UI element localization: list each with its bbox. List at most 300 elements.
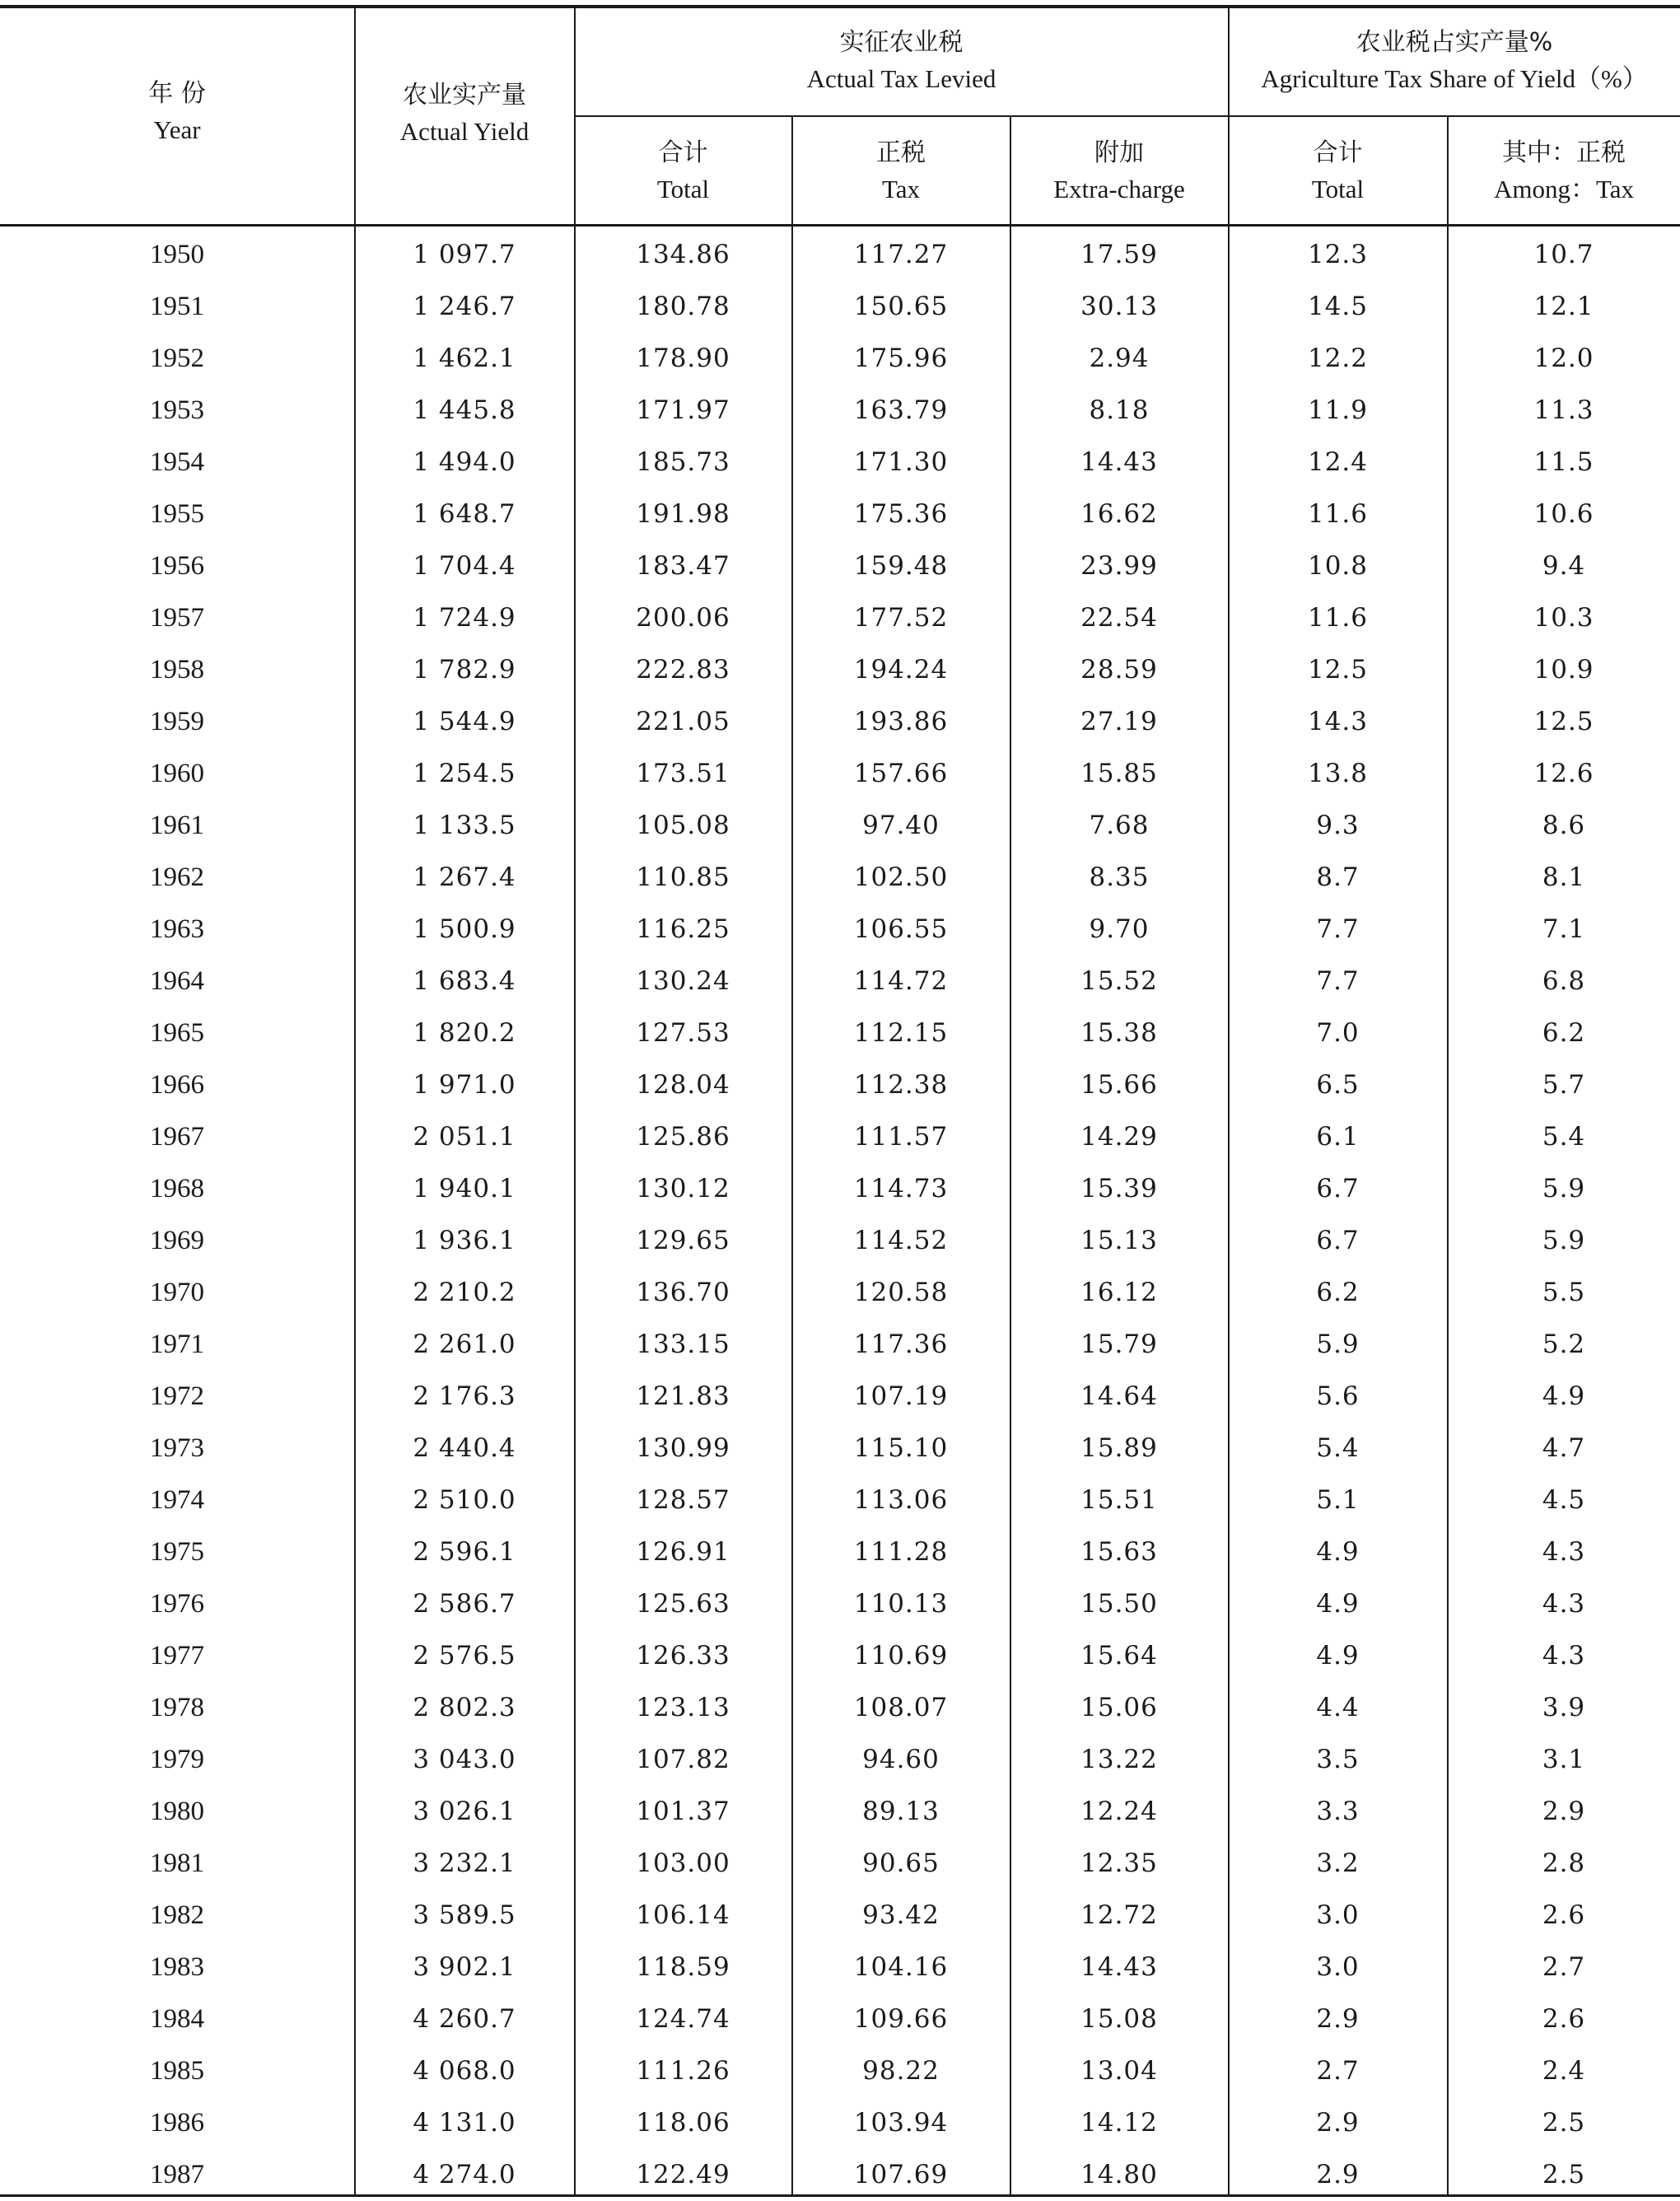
- cell-levied-tax: 150.65: [853, 292, 949, 321]
- cell-levied-tax: 113.06: [853, 1485, 949, 1515]
- cell-share-total: 5.4: [1316, 1433, 1360, 1463]
- cell-share-tax: 11.5: [1533, 447, 1594, 477]
- cell-share-total: 4.9: [1316, 1641, 1360, 1671]
- cell-actual-yield: 2 210.2: [413, 1278, 516, 1307]
- table-row: [0, 488, 1680, 540]
- cell-share-tax: 6.2: [1542, 1018, 1586, 1048]
- cell-year: 1955: [150, 499, 204, 529]
- cell-share-total: 5.9: [1316, 1329, 1360, 1359]
- table-row: [0, 1630, 1680, 1682]
- cell-share-tax: 7.1: [1542, 914, 1586, 944]
- cell-levied-tax: 114.52: [853, 1226, 949, 1255]
- header-levied-extra: [1010, 135, 1228, 208]
- cell-share-total: 12.5: [1307, 655, 1369, 685]
- table-row: [0, 1423, 1680, 1474]
- cell-levied-total: 130.12: [636, 1174, 730, 1203]
- cell-year: 1975: [150, 1537, 204, 1567]
- cell-actual-yield: 3 232.1: [413, 1848, 516, 1878]
- table-row: [0, 748, 1680, 800]
- cell-share-tax: 12.0: [1533, 343, 1594, 373]
- cell-levied-total: 103.00: [636, 1848, 730, 1878]
- cell-share-tax: 12.1: [1533, 292, 1594, 321]
- cell-share-total: 7.7: [1316, 914, 1360, 944]
- cell-share-tax: 4.3: [1542, 1589, 1586, 1619]
- cell-share-tax: 12.6: [1533, 759, 1594, 788]
- table-row: [0, 229, 1680, 281]
- cell-levied-extra: 13.04: [1080, 2056, 1158, 2086]
- table-row: [0, 1578, 1680, 1630]
- table-row: [0, 1007, 1680, 1059]
- cell-actual-yield: 4 274.0: [413, 2160, 516, 2189]
- cell-levied-tax: 114.73: [853, 1174, 949, 1203]
- table-row: [0, 1371, 1680, 1423]
- cell-actual-yield: 2 576.5: [413, 1641, 516, 1671]
- table-row: [0, 1267, 1680, 1319]
- cell-levied-tax: 109.66: [853, 2004, 949, 2034]
- cell-levied-tax: 111.28: [853, 1537, 949, 1567]
- cell-actual-yield: 1 683.4: [413, 966, 516, 996]
- cell-levied-extra: 15.89: [1080, 1433, 1158, 1463]
- cell-levied-total: 126.33: [636, 1641, 730, 1671]
- table-row: [0, 592, 1680, 644]
- table-row: [0, 2097, 1680, 2149]
- cell-levied-extra: 8.35: [1089, 862, 1150, 892]
- cell-levied-extra: 22.54: [1080, 603, 1158, 633]
- table-row: [0, 333, 1680, 385]
- cell-share-tax: 2.6: [1542, 1900, 1586, 1930]
- cell-levied-extra: 15.50: [1080, 1589, 1158, 1619]
- cell-levied-extra: 15.85: [1080, 759, 1158, 788]
- cell-actual-yield: 4 068.0: [413, 2056, 516, 2086]
- cell-year: 1963: [150, 914, 204, 944]
- cell-levied-tax: 107.69: [853, 2160, 949, 2189]
- cell-share-total: 11.6: [1307, 603, 1369, 633]
- cell-levied-extra: 14.80: [1080, 2160, 1158, 2189]
- cell-actual-yield: 1 097.7: [413, 240, 516, 269]
- table-body: [0, 229, 1680, 2201]
- table-row: [0, 644, 1680, 696]
- cell-levied-total: 122.49: [636, 2160, 730, 2189]
- cell-share-tax: 12.5: [1533, 707, 1594, 736]
- cell-levied-tax: 110.69: [853, 1641, 949, 1671]
- cell-levied-total: 178.90: [636, 343, 730, 373]
- cell-actual-yield: 1 648.7: [413, 499, 516, 529]
- cell-actual-yield: 1 500.9: [413, 914, 516, 944]
- cell-actual-yield: 3 589.5: [413, 1900, 516, 1930]
- cell-share-tax: 4.5: [1542, 1485, 1586, 1515]
- cell-share-total: 6.7: [1316, 1226, 1360, 1255]
- cell-share-total: 2.9: [1316, 2160, 1360, 2189]
- cell-year: 1978: [150, 1693, 204, 1722]
- cell-levied-extra: 15.64: [1080, 1641, 1158, 1671]
- header-levied-extra-zh: 附加: [1094, 138, 1144, 167]
- cell-levied-tax: 112.15: [853, 1018, 949, 1048]
- cell-levied-tax: 97.40: [862, 811, 940, 840]
- cell-levied-extra: 15.52: [1080, 966, 1158, 996]
- cell-levied-extra: 14.43: [1080, 1952, 1158, 1982]
- cell-levied-total: 191.98: [636, 499, 730, 529]
- cell-levied-tax: 115.10: [853, 1433, 949, 1463]
- table-row: [0, 1786, 1680, 1838]
- cell-share-tax: 10.6: [1533, 499, 1594, 529]
- cell-actual-yield: 2 596.1: [413, 1537, 516, 1567]
- cell-levied-tax: 120.58: [853, 1278, 949, 1307]
- header-share-tax-en: Among：Tax: [1493, 175, 1635, 203]
- header-yield-zh: 农业实产量: [403, 81, 526, 110]
- cell-share-total: 14.5: [1307, 292, 1369, 321]
- cell-share-tax: 5.5: [1542, 1278, 1586, 1307]
- cell-levied-extra: 14.29: [1080, 1122, 1158, 1152]
- header-levied-zh: 实征农业税: [839, 28, 964, 57]
- cell-year: 1976: [150, 1589, 204, 1619]
- cell-share-total: 4.9: [1316, 1589, 1360, 1619]
- cell-levied-extra: 12.35: [1080, 1848, 1158, 1878]
- cell-year: 1986: [150, 2108, 204, 2138]
- cell-levied-total: 110.85: [636, 862, 730, 892]
- cell-levied-extra: 15.13: [1080, 1226, 1158, 1255]
- cell-actual-yield: 2 261.0: [413, 1329, 516, 1359]
- cell-share-total: 14.3: [1307, 707, 1369, 736]
- cell-share-tax: 8.6: [1542, 811, 1586, 840]
- cell-year: 1953: [150, 395, 204, 425]
- cell-actual-yield: 1 494.0: [413, 447, 516, 477]
- cell-year: 1970: [150, 1278, 204, 1307]
- cell-year: 1983: [150, 1952, 204, 1982]
- cell-year: 1951: [150, 292, 204, 321]
- table-row: [0, 1059, 1680, 1111]
- cell-year: 1962: [150, 862, 204, 892]
- cell-share-total: 10.8: [1307, 551, 1369, 581]
- cell-levied-tax: 177.52: [853, 603, 949, 633]
- cell-levied-extra: 16.62: [1080, 499, 1158, 529]
- cell-levied-tax: 163.79: [853, 395, 949, 425]
- cell-share-tax: 5.9: [1542, 1174, 1586, 1203]
- cell-levied-tax: 98.22: [862, 2056, 940, 2086]
- cell-actual-yield: 2 051.1: [413, 1122, 516, 1152]
- header-levied-en: Actual Tax Levied: [806, 64, 996, 93]
- cell-levied-total: 134.86: [636, 240, 730, 269]
- cell-levied-extra: 15.39: [1080, 1174, 1158, 1203]
- table-row: [0, 1526, 1680, 1578]
- table-row: [0, 437, 1680, 488]
- cell-share-tax: 8.1: [1542, 862, 1586, 892]
- table-row: [0, 1838, 1680, 1890]
- cell-levied-extra: 12.24: [1080, 1797, 1158, 1826]
- cell-year: 1956: [150, 551, 204, 581]
- cell-levied-extra: 15.51: [1080, 1485, 1158, 1515]
- cell-share-total: 12.4: [1307, 447, 1369, 477]
- cell-share-tax: 4.9: [1542, 1381, 1586, 1411]
- cell-share-tax: 2.9: [1542, 1797, 1586, 1826]
- cell-levied-tax: 114.72: [853, 966, 949, 996]
- cell-levied-tax: 93.42: [862, 1900, 940, 1930]
- cell-actual-yield: 1 254.5: [413, 759, 516, 788]
- cell-levied-extra: 15.63: [1080, 1537, 1158, 1567]
- cell-levied-tax: 104.16: [853, 1952, 949, 1982]
- cell-levied-extra: 15.79: [1080, 1329, 1158, 1359]
- cell-actual-yield: 1 267.4: [413, 862, 516, 892]
- cell-year: 1977: [150, 1641, 204, 1671]
- cell-year: 1982: [150, 1900, 204, 1930]
- cell-levied-total: 171.97: [636, 395, 730, 425]
- cell-levied-extra: 2.94: [1089, 343, 1150, 373]
- cell-actual-yield: 3 043.0: [413, 1745, 516, 1774]
- cell-share-tax: 10.7: [1533, 240, 1594, 269]
- cell-year: 1984: [150, 2004, 204, 2034]
- cell-actual-yield: 1 445.8: [413, 395, 516, 425]
- cell-actual-yield: 1 544.9: [413, 707, 516, 736]
- cell-levied-total: 123.13: [636, 1693, 730, 1722]
- cell-levied-tax: 117.27: [853, 240, 949, 269]
- cell-year: 1966: [150, 1070, 204, 1100]
- cell-levied-tax: 194.24: [853, 655, 949, 685]
- cell-share-tax: 3.9: [1542, 1693, 1586, 1722]
- cell-levied-extra: 8.18: [1089, 395, 1150, 425]
- cell-actual-yield: 1 782.9: [413, 655, 516, 685]
- table-row: [0, 2149, 1680, 2201]
- table-row: [0, 1474, 1680, 1526]
- cell-year: 1987: [150, 2160, 204, 2189]
- cell-levied-total: 105.08: [636, 811, 730, 840]
- cell-levied-total: 183.47: [636, 551, 730, 581]
- cell-levied-tax: 103.94: [853, 2108, 949, 2138]
- cell-levied-tax: 107.19: [853, 1381, 949, 1411]
- cell-levied-total: 128.57: [636, 1485, 730, 1515]
- cell-year: 1973: [150, 1433, 204, 1463]
- cell-actual-yield: 1 940.1: [413, 1174, 516, 1203]
- cell-actual-yield: 2 802.3: [413, 1693, 516, 1722]
- cell-levied-total: 125.63: [636, 1589, 730, 1619]
- cell-levied-tax: 175.96: [853, 343, 949, 373]
- cell-share-total: 2.9: [1316, 2004, 1360, 2034]
- cell-year: 1981: [150, 1848, 204, 1878]
- cell-year: 1980: [150, 1797, 204, 1826]
- cell-levied-total: 173.51: [636, 759, 730, 788]
- cell-share-total: 13.8: [1307, 759, 1369, 788]
- cell-year: 1952: [150, 343, 204, 373]
- cell-share-total: 7.7: [1316, 966, 1360, 996]
- table-row: [0, 1890, 1680, 1942]
- cell-year: 1964: [150, 966, 204, 996]
- cell-levied-tax: 117.36: [853, 1329, 949, 1359]
- cell-share-tax: 4.3: [1542, 1537, 1586, 1567]
- table-row: [0, 852, 1680, 904]
- cell-actual-yield: 3 026.1: [413, 1797, 516, 1826]
- cell-levied-total: 125.86: [636, 1122, 730, 1152]
- cell-share-total: 4.4: [1316, 1693, 1360, 1722]
- cell-share-tax: 5.4: [1542, 1122, 1586, 1152]
- cell-share-total: 9.3: [1316, 811, 1360, 840]
- header-share-zh: 农业税占实产量%: [1356, 28, 1553, 57]
- table-row: [0, 1734, 1680, 1786]
- header-levied-total-en: Total: [656, 175, 710, 203]
- header-bottom-rule: [0, 224, 1680, 227]
- cell-levied-total: 129.65: [636, 1226, 730, 1255]
- cell-levied-extra: 15.66: [1080, 1070, 1158, 1100]
- cell-levied-total: 222.83: [636, 655, 730, 685]
- cell-levied-extra: 15.38: [1080, 1018, 1158, 1048]
- cell-levied-extra: 7.68: [1089, 811, 1150, 840]
- table-row: [0, 956, 1680, 1007]
- table-row: [0, 1319, 1680, 1371]
- cell-actual-yield: 1 820.2: [413, 1018, 516, 1048]
- header-share-en: Agriculture Tax Share of Yield（%）: [1261, 64, 1648, 93]
- cell-share-tax: 4.3: [1542, 1641, 1586, 1671]
- cell-levied-extra: 23.99: [1080, 551, 1158, 581]
- cell-share-tax: 2.6: [1542, 2004, 1586, 2034]
- cell-levied-extra: 12.72: [1080, 1900, 1158, 1930]
- cell-share-total: 11.6: [1307, 499, 1369, 529]
- cell-share-tax: 9.4: [1542, 551, 1586, 581]
- cell-share-total: 12.2: [1307, 343, 1369, 373]
- cell-levied-tax: 89.13: [862, 1797, 940, 1826]
- header-year: [0, 76, 354, 148]
- table-row: [0, 1111, 1680, 1163]
- cell-share-total: 3.5: [1316, 1745, 1360, 1774]
- cell-year: 1967: [150, 1122, 204, 1152]
- cell-levied-tax: 102.50: [853, 862, 949, 892]
- cell-share-total: 3.3: [1316, 1797, 1360, 1826]
- cell-actual-yield: 2 440.4: [413, 1433, 516, 1463]
- cell-share-total: 3.2: [1316, 1848, 1360, 1878]
- cell-share-total: 7.0: [1316, 1018, 1360, 1048]
- cell-year: 1974: [150, 1485, 204, 1515]
- cell-levied-total: 121.83: [636, 1381, 730, 1411]
- header-levied-total-zh: 合计: [658, 138, 708, 167]
- cell-levied-extra: 14.12: [1080, 2108, 1158, 2138]
- cell-levied-total: 116.25: [636, 914, 730, 944]
- cell-levied-total: 124.74: [636, 2004, 730, 2034]
- cell-levied-tax: 108.07: [853, 1693, 949, 1722]
- header-share-total-en: Total: [1311, 175, 1365, 203]
- cell-levied-total: 185.73: [636, 447, 730, 477]
- header-year-en: Year: [153, 115, 201, 144]
- cell-share-total: 6.1: [1316, 1122, 1360, 1152]
- cell-share-total: 2.9: [1316, 2108, 1360, 2138]
- cell-levied-tax: 157.66: [853, 759, 949, 788]
- cell-levied-tax: 112.38: [853, 1070, 949, 1100]
- cell-year: 1985: [150, 2056, 204, 2086]
- cell-share-tax: 5.9: [1542, 1226, 1586, 1255]
- cell-levied-extra: 30.13: [1080, 292, 1158, 321]
- cell-levied-total: 136.70: [636, 1278, 730, 1307]
- cell-actual-yield: 2 586.7: [413, 1589, 516, 1619]
- cell-share-total: 12.3: [1307, 240, 1369, 269]
- cell-actual-yield: 2 176.3: [413, 1381, 516, 1411]
- cell-year: 1950: [150, 240, 204, 269]
- cell-share-tax: 10.9: [1533, 655, 1594, 685]
- cell-levied-extra: 15.08: [1080, 2004, 1158, 2034]
- header-share-total: [1229, 135, 1447, 208]
- cell-levied-tax: 94.60: [862, 1745, 940, 1774]
- cell-share-tax: 2.5: [1542, 2108, 1586, 2138]
- cell-share-total: 5.6: [1316, 1381, 1360, 1411]
- header-levied-tax-zh: 正税: [876, 138, 926, 167]
- cell-year: 1968: [150, 1174, 204, 1203]
- cell-share-total: 8.7: [1316, 862, 1360, 892]
- cell-levied-tax: 171.30: [853, 447, 949, 477]
- cell-levied-extra: 15.06: [1080, 1693, 1158, 1722]
- cell-share-tax: 2.4: [1542, 2056, 1586, 2086]
- cell-levied-extra: 9.70: [1089, 914, 1150, 944]
- cell-actual-yield: 1 246.7: [413, 292, 516, 321]
- table-row: [0, 1993, 1680, 2045]
- cell-actual-yield: 3 902.1: [413, 1952, 516, 1982]
- table-row: [0, 800, 1680, 852]
- cell-year: 1959: [150, 707, 204, 736]
- cell-levied-total: 111.26: [636, 2056, 730, 2086]
- cell-levied-tax: 193.86: [853, 707, 949, 736]
- table-row: [0, 281, 1680, 333]
- header-levied-group: [575, 25, 1228, 97]
- header-yield: [355, 77, 574, 150]
- cell-share-tax: 2.8: [1542, 1848, 1586, 1878]
- cell-actual-yield: 1 724.9: [413, 603, 516, 633]
- cell-levied-total: 133.15: [636, 1329, 730, 1359]
- cell-share-total: 2.7: [1316, 2056, 1360, 2086]
- cell-levied-total: 126.91: [636, 1537, 730, 1567]
- cell-levied-total: 118.59: [636, 1952, 730, 1982]
- cell-levied-total: 101.37: [636, 1797, 730, 1826]
- cell-levied-tax: 110.13: [853, 1589, 949, 1619]
- table-row: [0, 385, 1680, 437]
- cell-levied-extra: 28.59: [1080, 655, 1158, 685]
- table-row: [0, 1215, 1680, 1267]
- header-share-tax: [1448, 135, 1680, 208]
- cell-actual-yield: 4 131.0: [413, 2108, 516, 2138]
- cell-levied-tax: 106.55: [853, 914, 949, 944]
- cell-levied-total: 130.24: [636, 966, 730, 996]
- cell-share-total: 11.9: [1307, 395, 1369, 425]
- cell-actual-yield: 1 936.1: [413, 1226, 516, 1255]
- cell-share-total: 6.2: [1316, 1278, 1360, 1307]
- cell-year: 1972: [150, 1381, 204, 1411]
- cell-year: 1958: [150, 655, 204, 685]
- cell-share-total: 3.0: [1316, 1900, 1360, 1930]
- header-levied-tax-en: Tax: [881, 175, 921, 203]
- cell-levied-extra: 17.59: [1080, 240, 1158, 269]
- cell-year: 1961: [150, 811, 204, 840]
- cell-share-tax: 10.3: [1533, 603, 1594, 633]
- cell-year: 1960: [150, 759, 204, 788]
- cell-actual-yield: 1 971.0: [413, 1070, 516, 1100]
- cell-actual-yield: 1 462.1: [413, 343, 516, 373]
- cell-actual-yield: 1 133.5: [413, 811, 516, 840]
- cell-actual-yield: 1 704.4: [413, 551, 516, 581]
- cell-levied-total: 128.04: [636, 1070, 730, 1100]
- table-row: [0, 696, 1680, 748]
- cell-year: 1957: [150, 603, 204, 633]
- top-rule: [0, 5, 1680, 8]
- cell-year: 1971: [150, 1329, 204, 1359]
- cell-actual-yield: 2 510.0: [413, 1485, 516, 1515]
- table-row: [0, 2045, 1680, 2097]
- cell-levied-total: 127.53: [636, 1018, 730, 1048]
- header-levied-tax: [792, 135, 1010, 208]
- cell-levied-tax: 175.36: [853, 499, 949, 529]
- cell-levied-total: 107.82: [636, 1745, 730, 1774]
- header-share-total-zh: 合计: [1313, 138, 1363, 167]
- cell-levied-total: 106.14: [636, 1900, 730, 1930]
- table-row: [0, 1682, 1680, 1734]
- cell-levied-total: 118.06: [636, 2108, 730, 2138]
- cell-levied-extra: 13.22: [1080, 1745, 1158, 1774]
- cell-year: 1965: [150, 1018, 204, 1048]
- cell-share-tax: 2.5: [1542, 2160, 1586, 2189]
- cell-share-total: 4.9: [1316, 1537, 1360, 1567]
- table-row: [0, 540, 1680, 592]
- cell-share-tax: 4.7: [1542, 1433, 1586, 1463]
